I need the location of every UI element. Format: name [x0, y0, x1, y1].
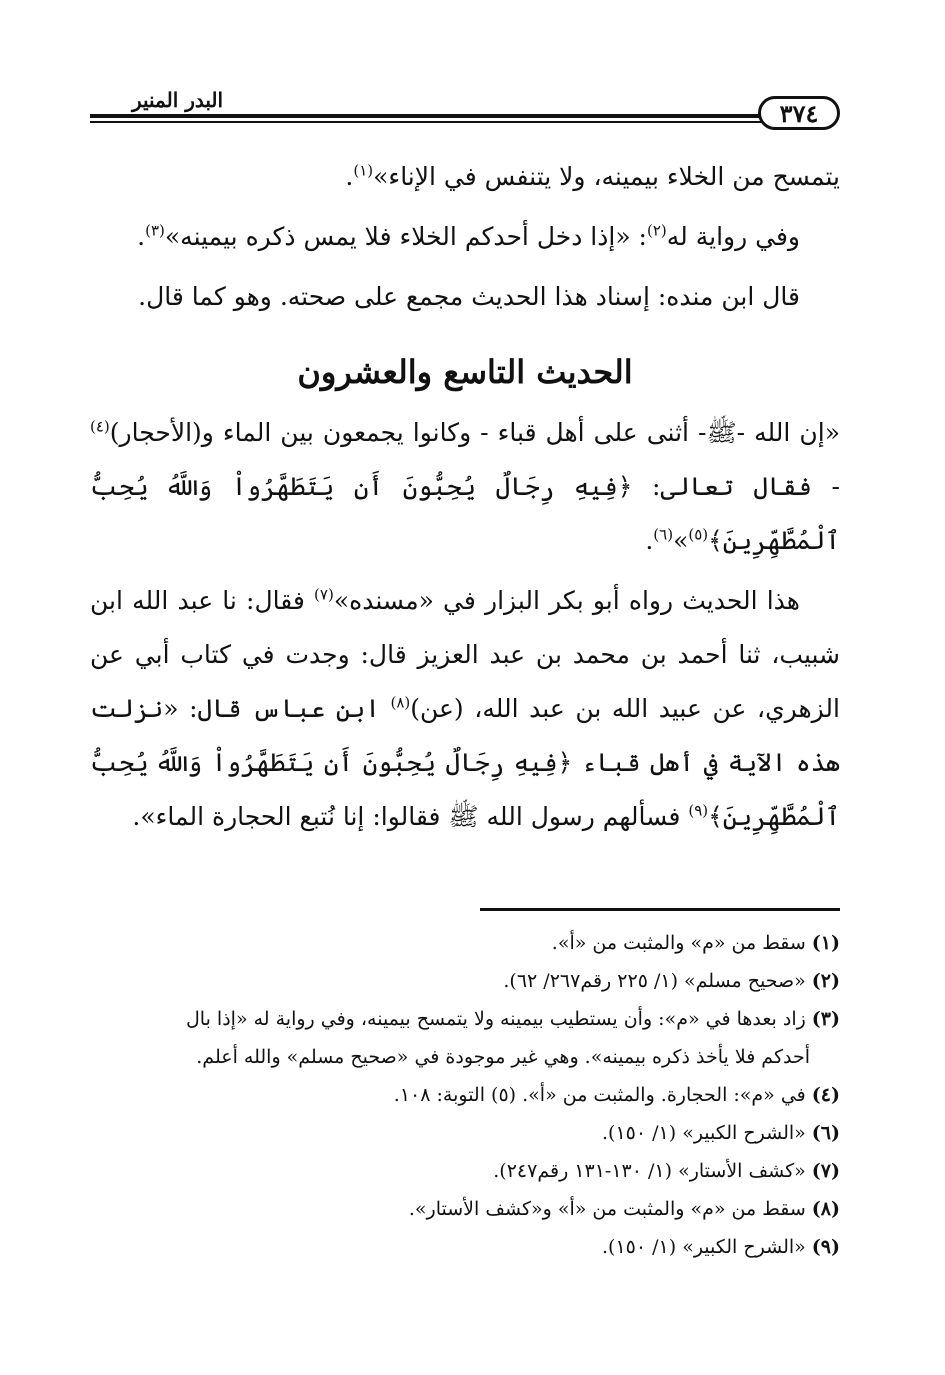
footnote: (٩)«الشرح الكبير» (١/ ١٥٠).	[602, 1236, 840, 1258]
paragraph-commentary: هذا الحديث رواه أبو بكر البزار في «مسنده»$^{(٧)}$ فقال: نا عبد الله ابن شبيب، ثنا أحمد بن محمد بن عبد العزيز قال: وجدت في كتاب أبي عن الزهري، عن عبيد الله بن عبد الله، (عن)$^{(٨)}$ ابن عباس قال: «نزلت هذه الآية في أهل قباء ﴿فِيهِ رِجَالٌ يُحِبُّونَ أَن يَتَطَهَّرُواْ وَاللَّهُ يُحِبُّ ٱلْمُطَّهِّرِينَ﴾$^{(٩)}$ فسألهم رسول الله ﷺ فقالوا: إنا نُتبع الحجارة الماء».	[90, 585, 840, 831]
paragraph-1: يتمسح من الخلاء بيمينه، ولا يتنفس في الإناء»$^{(١)}$.	[345, 161, 840, 191]
footnote-separator	[480, 908, 840, 911]
footnote-ref[interactable]: (٣)	[145, 221, 165, 240]
page-header	[90, 88, 840, 138]
footnote-ref[interactable]: (٦)	[653, 525, 674, 544]
footnote: (٧)«كشف الأستار» (١/ ١٣٠-١٣١ رقم٢٤٧).	[493, 1160, 840, 1182]
footnote: (٦)«الشرح الكبير» (١/ ١٥٠).	[602, 1122, 840, 1144]
section-heading: الحديث التاسع والعشرون	[297, 353, 633, 391]
running-book-title: البدر المنير	[131, 88, 224, 112]
footnote-continuation: أحدكم فلا يأخذ ذكره بيمينه». وهي غير موجودة في «صحيح مسلم» والله أعلم.	[196, 1046, 810, 1068]
footnote-ref[interactable]: (٨)	[390, 693, 411, 712]
footnotes	[90, 924, 840, 1266]
footnote-ref[interactable]: (٢)	[646, 221, 667, 240]
page-number: ٣٧٤	[758, 96, 840, 130]
footnote: (٣)زاد بعدها في «م»: وأن يستطيب بيمينه ولا يتمسح بيمينه، وفي رواية له «إذا بال	[186, 1008, 840, 1030]
footnote-ref[interactable]: (٧)	[314, 585, 334, 604]
footnote: (٢)«صحيح مسلم» (١/ ٢٢٥ رقم٢٦٧/ ٦٢).	[503, 970, 840, 992]
footnote-ref[interactable]: (٤)	[90, 417, 110, 436]
hadith-text: «إن الله -ﷺ- أثنى على أهل قباء - وكانوا يجمعون بين الماء و(الأحجار)$^{(٤)}$ - فقال تعالى: ﴿فِيهِ رِجَالٌ يُحِبُّونَ أَن يَتَطَهَّرُواْ وَاللَّهُ يُحِبُّ ٱلْمُطَّهِّرِينَ﴾$^{(٥)}$»$^{(٦)}$.	[90, 417, 840, 555]
footnote: (٤)في «م»: الحجارة. والمثبت من «أ». (٥) التوبة: ١٠٨.	[393, 1084, 840, 1106]
footnote: (١)سقط من «م» والمثبت من «أ».	[551, 932, 840, 954]
book-page	[90, 88, 840, 1318]
footnote-ref[interactable]: (١)	[353, 161, 374, 180]
footnote-ref[interactable]: (٩)	[688, 801, 709, 820]
paragraph-3: قال ابن منده: إسناد هذا الحديث مجمع على صحته. وهو كما قال.	[138, 282, 800, 311]
footnote: (٨)سقط من «م» والمثبت من «أ» و«كشف الأستار».	[408, 1198, 840, 1220]
paragraph-2: وفي رواية له$^{(٢)}$: «إذا دخل أحدكم الخلاء فلا يمس ذكره بيمينه»$^{(٣)}$.	[137, 221, 800, 251]
header-rule-thin	[90, 121, 780, 123]
footnote-ref[interactable]: (٥)	[688, 525, 709, 544]
header-rule-thick	[90, 114, 780, 118]
main-text	[90, 150, 840, 850]
